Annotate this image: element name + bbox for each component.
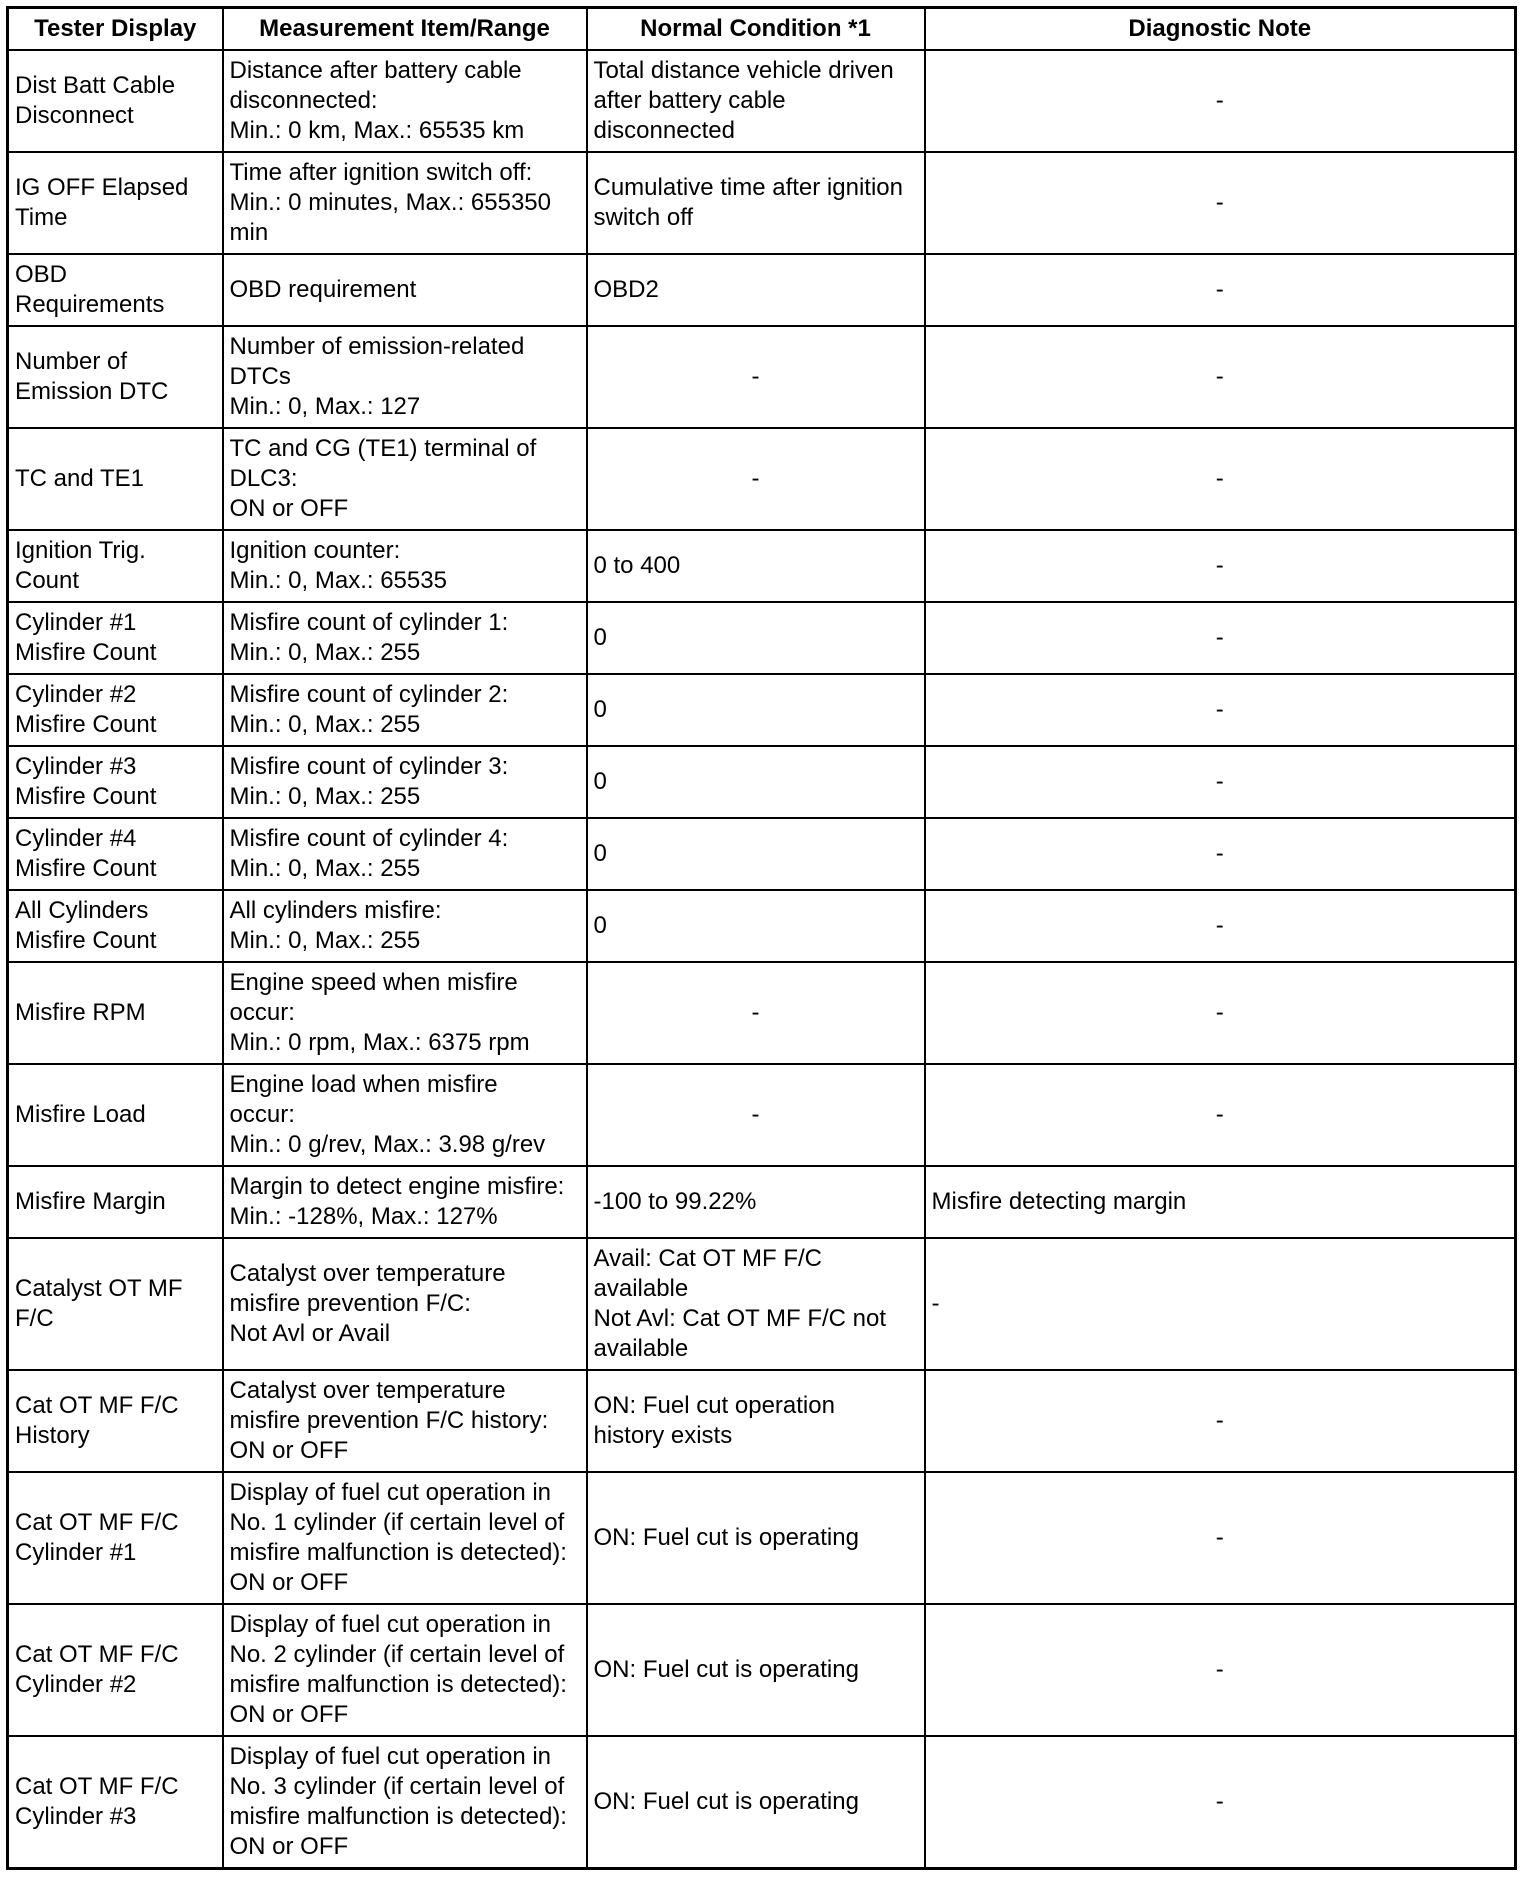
cell-line: Engine speed when misfire	[229, 969, 518, 996]
cell-line: Cat OT MF F/C	[15, 1392, 179, 1419]
cell-line: ON or OFF	[229, 1437, 349, 1464]
cell-line: OBD requirement	[229, 276, 417, 303]
normal-condition-cell	[587, 890, 925, 962]
cell-line: Emission DTC	[15, 378, 169, 405]
cell-line: Min.: 0 minutes, Max.: 655350	[229, 189, 551, 216]
tester-display-cell	[8, 1238, 223, 1370]
cell-line: Cylinder #1	[15, 609, 137, 636]
tester-display-cell	[8, 50, 223, 152]
cell-line: Misfire count of cylinder 4:	[229, 825, 509, 852]
cell-line: History	[15, 1422, 90, 1449]
table-row	[8, 746, 1516, 818]
header-diagnostic-note: Diagnostic Note	[925, 8, 1516, 51]
cell-line: misfire malfunction is detected):	[229, 1539, 567, 1566]
cell-line: 0	[593, 840, 607, 867]
tester-display-cell	[8, 428, 223, 530]
diagnostic-note-cell	[925, 890, 1516, 962]
cell-line: ON: Fuel cut is operating	[593, 1656, 859, 1683]
table-row	[8, 1166, 1516, 1238]
cell-line: -100 to 99.22%	[593, 1188, 757, 1215]
cell-line: -	[1215, 465, 1224, 492]
cell-line: Cylinder #4	[15, 825, 137, 852]
measurement-item-cell	[223, 530, 587, 602]
table-row	[8, 602, 1516, 674]
cell-line: Min.: 0, Max.: 255	[229, 855, 421, 882]
tester-display-cell	[8, 1472, 223, 1604]
normal-condition-cell	[587, 746, 925, 818]
diagnostic-note-cell	[925, 1370, 1516, 1472]
cell-line: switch off	[593, 204, 694, 231]
cell-line: Min.: -128%, Max.: 127%	[229, 1203, 498, 1230]
table-row	[8, 1238, 1516, 1370]
cell-line: ON: Fuel cut is operating	[593, 1524, 859, 1551]
measurement-item-cell	[223, 428, 587, 530]
cell-line: -	[1215, 1101, 1224, 1128]
cell-line: -	[751, 1101, 760, 1128]
measurement-item-cell	[223, 818, 587, 890]
measurement-item-cell	[223, 1166, 587, 1238]
cell-line: after battery cable	[593, 87, 786, 114]
cell-line: Misfire Load	[15, 1101, 146, 1128]
cell-line: Disconnect	[15, 102, 134, 129]
cell-line: occur:	[229, 1101, 295, 1128]
tester-display-cell	[8, 818, 223, 890]
cell-line: history exists	[593, 1422, 733, 1449]
normal-condition-cell	[587, 1736, 925, 1868]
cell-line: -	[1215, 552, 1224, 579]
table-row	[8, 1370, 1516, 1472]
diagnostic-note-cell	[925, 1238, 1516, 1370]
diagnostic-note-cell	[925, 326, 1516, 428]
normal-condition-cell	[587, 1064, 925, 1166]
measurement-item-cell	[223, 50, 587, 152]
table-row	[8, 1736, 1516, 1868]
cell-line: -	[1215, 1407, 1224, 1434]
diagnostic-note-cell	[925, 1064, 1516, 1166]
cell-line: Cylinder #1	[15, 1539, 137, 1566]
cell-line: Misfire detecting margin	[931, 1188, 1187, 1215]
cell-line: occur:	[229, 999, 295, 1026]
cell-line: Min.: 0, Max.: 255	[229, 927, 421, 954]
cell-line: Misfire Margin	[15, 1188, 166, 1215]
header-measurement-item-range: Measurement Item/Range	[223, 8, 587, 51]
table-row	[8, 674, 1516, 746]
measurement-item-cell	[223, 1238, 587, 1370]
table-row	[8, 152, 1516, 254]
cell-line: Dist Batt Cable	[15, 72, 176, 99]
cell-line: Min.: 0, Max.: 255	[229, 783, 421, 810]
normal-condition-cell	[587, 1604, 925, 1736]
measurement-item-cell	[223, 1736, 587, 1868]
diagnostic-note-cell	[925, 602, 1516, 674]
cell-line: ON or OFF	[229, 1569, 349, 1596]
measurement-item-cell	[223, 152, 587, 254]
cell-line: Misfire Count	[15, 783, 157, 810]
cell-line: Count	[15, 567, 80, 594]
cell-line: Margin to detect engine misfire:	[229, 1173, 565, 1200]
measurement-item-cell	[223, 1064, 587, 1166]
measurement-item-cell	[223, 254, 587, 326]
cell-line: TC and CG (TE1) terminal of	[229, 435, 537, 462]
tester-display-cell	[8, 962, 223, 1064]
cell-line: -	[1215, 189, 1224, 216]
cell-line: -	[751, 363, 760, 390]
cell-line: Time after ignition switch off:	[229, 159, 533, 186]
table-row	[8, 1604, 1516, 1736]
normal-condition-cell	[587, 602, 925, 674]
cell-line: ON or OFF	[229, 1701, 349, 1728]
cell-line: Display of fuel cut operation in	[229, 1611, 552, 1638]
cell-line: Misfire RPM	[15, 999, 146, 1026]
tester-display-cell	[8, 326, 223, 428]
cell-line: Distance after battery cable	[229, 57, 522, 84]
table-row	[8, 530, 1516, 602]
cell-line: -	[1215, 87, 1224, 114]
diagnostic-note-cell	[925, 530, 1516, 602]
cell-line: Cylinder #2	[15, 1671, 137, 1698]
diagnostic-note-cell	[925, 674, 1516, 746]
cell-line: available	[593, 1335, 689, 1362]
cell-line: ON or OFF	[229, 495, 349, 522]
normal-condition-cell	[587, 818, 925, 890]
cell-line: DTCs	[229, 363, 291, 390]
measurement-item-cell	[223, 326, 587, 428]
diagnostic-note-cell	[925, 428, 1516, 530]
table-row	[8, 962, 1516, 1064]
tester-display-cell	[8, 1604, 223, 1736]
measurement-item-cell	[223, 1604, 587, 1736]
cell-line: Avail: Cat OT MF F/C	[593, 1245, 822, 1272]
cell-line: Number of	[15, 348, 128, 375]
cell-line: Misfire Count	[15, 711, 157, 738]
normal-condition-cell	[587, 530, 925, 602]
table-row	[8, 428, 1516, 530]
data-list-table	[6, 6, 1517, 1870]
cell-line: Requirements	[15, 291, 165, 318]
cell-line: Min.: 0, Max.: 255	[229, 711, 421, 738]
measurement-item-cell	[223, 746, 587, 818]
cell-line: 0 to 400	[593, 552, 681, 579]
cell-line: disconnected	[593, 117, 735, 144]
header-tester-display: Tester Display	[8, 8, 223, 51]
cell-line: IG OFF Elapsed	[15, 174, 189, 201]
table-row	[8, 890, 1516, 962]
cell-line: -	[751, 999, 760, 1026]
cell-line: Not Avl or Avail	[229, 1320, 391, 1347]
cell-line: misfire prevention F/C history:	[229, 1407, 549, 1434]
normal-condition-cell	[587, 674, 925, 746]
tester-display-cell	[8, 254, 223, 326]
cell-line: Not Avl: Cat OT MF F/C not	[593, 1305, 887, 1332]
cell-line: misfire malfunction is detected):	[229, 1671, 567, 1698]
cell-line: OBD2	[593, 276, 659, 303]
cell-line: Misfire count of cylinder 3:	[229, 753, 509, 780]
cell-line: OBD	[15, 261, 68, 288]
cell-line: ON: Fuel cut operation	[593, 1392, 835, 1419]
cell-line: Cumulative time after ignition	[593, 174, 903, 201]
cell-line: TC and TE1	[15, 465, 144, 492]
cell-line: 0	[593, 912, 607, 939]
cell-line: available	[593, 1275, 689, 1302]
cell-line: Misfire Count	[15, 639, 157, 666]
tester-display-cell	[8, 1064, 223, 1166]
cell-line: -	[1215, 276, 1224, 303]
cell-line: Cat OT MF F/C	[15, 1641, 179, 1668]
cell-line: Engine load when misfire	[229, 1071, 498, 1098]
cell-line: Min.: 0, Max.: 255	[229, 639, 421, 666]
normal-condition-cell	[587, 326, 925, 428]
cell-line: Display of fuel cut operation in	[229, 1742, 552, 1770]
cell-line: ON or OFF	[229, 1832, 349, 1860]
cell-line: misfire prevention F/C:	[229, 1290, 471, 1317]
tester-display-cell	[8, 1370, 223, 1472]
measurement-item-cell	[223, 1472, 587, 1604]
normal-condition-cell	[587, 1370, 925, 1472]
cell-line: misfire malfunction is detected):	[229, 1802, 567, 1830]
cell-line: Cylinder #3	[15, 1802, 137, 1830]
cell-line: 0	[593, 624, 607, 651]
normal-condition-cell	[587, 50, 925, 152]
measurement-item-cell	[223, 602, 587, 674]
cell-line: Misfire Count	[15, 855, 157, 882]
cell-line: Catalyst over temperature	[229, 1260, 506, 1287]
measurement-item-cell	[223, 962, 587, 1064]
table-body	[8, 50, 1516, 1868]
cell-line: ON: Fuel cut is operating	[593, 1787, 859, 1815]
cell-line: Display of fuel cut operation in	[229, 1479, 552, 1506]
cell-line: No. 2 cylinder (if certain level of	[229, 1641, 565, 1668]
cell-line: -	[1215, 840, 1224, 867]
header-row	[8, 8, 1516, 51]
table-row	[8, 326, 1516, 428]
cell-line: Min.: 0, Max.: 127	[229, 393, 421, 420]
cell-line: -	[931, 1290, 940, 1317]
normal-condition-cell	[587, 962, 925, 1064]
cell-line: Misfire count of cylinder 1:	[229, 609, 509, 636]
diagnostic-note-cell	[925, 254, 1516, 326]
cell-line: -	[1215, 624, 1224, 651]
cell-line: Misfire Count	[15, 927, 157, 954]
cell-line: disconnected:	[229, 87, 378, 114]
cell-line: Time	[15, 204, 68, 231]
tester-display-cell	[8, 1166, 223, 1238]
measurement-item-cell	[223, 1370, 587, 1472]
cell-line: 0	[593, 768, 607, 795]
diagnostic-note-cell	[925, 1166, 1516, 1238]
tester-display-cell	[8, 1736, 223, 1868]
cell-line: Min.: 0 km, Max.: 65535 km	[229, 117, 525, 144]
tester-display-cell	[8, 602, 223, 674]
cell-line: Cat OT MF F/C	[15, 1509, 179, 1536]
cell-line: -	[751, 465, 760, 492]
cell-line: -	[1215, 696, 1224, 723]
cell-line: -	[1215, 768, 1224, 795]
cell-line: Catalyst over temperature	[229, 1377, 506, 1404]
normal-condition-cell	[587, 1472, 925, 1604]
cell-line: -	[1215, 363, 1224, 390]
cell-line: Min.: 0 g/rev, Max.: 3.98 g/rev	[229, 1131, 546, 1158]
normal-condition-cell	[587, 428, 925, 530]
cell-line: No. 1 cylinder (if certain level of	[229, 1509, 565, 1536]
normal-condition-cell	[587, 152, 925, 254]
diagnostic-note-cell	[925, 152, 1516, 254]
cell-line: Min.: 0 rpm, Max.: 6375 rpm	[229, 1029, 530, 1056]
cell-line: -	[1215, 1656, 1224, 1683]
cell-line: Number of emission-related	[229, 333, 525, 360]
cell-line: min	[229, 219, 269, 246]
cell-line: Ignition Trig.	[15, 537, 146, 564]
diagnostic-note-cell	[925, 1736, 1516, 1868]
diagnostic-note-cell	[925, 50, 1516, 152]
normal-condition-cell	[587, 1166, 925, 1238]
cell-line: F/C	[15, 1305, 54, 1332]
cell-line: -	[1215, 912, 1224, 939]
diagnostic-note-cell	[925, 962, 1516, 1064]
table-row	[8, 818, 1516, 890]
normal-condition-cell	[587, 1238, 925, 1370]
cell-line: -	[1215, 999, 1224, 1026]
cell-line: Total distance vehicle driven	[593, 57, 894, 84]
cell-line: DLC3:	[229, 465, 298, 492]
cell-line: -	[1215, 1787, 1224, 1815]
table-row	[8, 1472, 1516, 1604]
measurement-item-cell	[223, 674, 587, 746]
diagnostic-note-cell	[925, 1604, 1516, 1736]
cell-line: Cylinder #2	[15, 681, 137, 708]
measurement-item-cell	[223, 890, 587, 962]
cell-line: All Cylinders	[15, 897, 149, 924]
diagnostic-note-cell	[925, 1472, 1516, 1604]
diagnostic-note-cell	[925, 818, 1516, 890]
cell-line: All cylinders misfire:	[229, 897, 442, 924]
header-normal-condition: Normal Condition *1	[587, 8, 925, 51]
cell-line: Min.: 0, Max.: 65535	[229, 567, 447, 594]
cell-line: -	[1215, 1524, 1224, 1551]
tester-display-cell	[8, 674, 223, 746]
cell-line: Cat OT MF F/C	[15, 1772, 179, 1800]
normal-condition-cell	[587, 254, 925, 326]
cell-line: 0	[593, 696, 607, 723]
cell-line: No. 3 cylinder (if certain level of	[229, 1772, 565, 1800]
diagnostic-note-cell	[925, 746, 1516, 818]
table-row	[8, 1064, 1516, 1166]
tester-display-cell	[8, 152, 223, 254]
cell-line: Misfire count of cylinder 2:	[229, 681, 509, 708]
table-row	[8, 254, 1516, 326]
cell-line: Cylinder #3	[15, 753, 137, 780]
cell-line: Catalyst OT MF	[15, 1275, 183, 1302]
tester-display-cell	[8, 746, 223, 818]
table-row	[8, 50, 1516, 152]
tester-display-cell	[8, 890, 223, 962]
cell-line: Ignition counter:	[229, 537, 401, 564]
tester-display-cell	[8, 530, 223, 602]
